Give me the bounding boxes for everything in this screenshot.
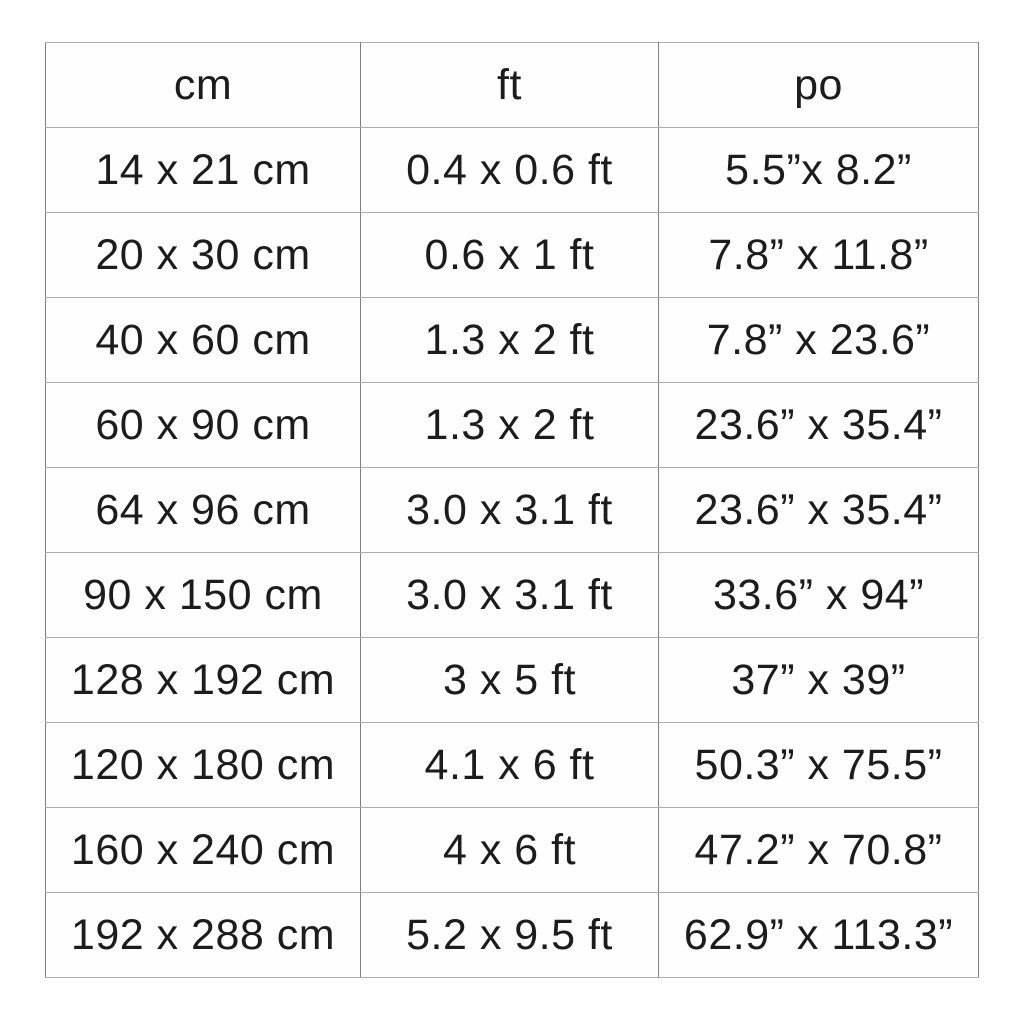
cell-ft: 3.0 x 3.1 ft [361, 468, 659, 553]
cell-ft: 1.3 x 2 ft [361, 298, 659, 383]
cell-po: 47.2” x 70.8” [659, 808, 979, 893]
size-conversion-table [45, 42, 979, 978]
table-row [46, 638, 979, 723]
cell-po: 33.6” x 94” [659, 553, 979, 638]
cell-cm: 128 x 192 cm [46, 638, 361, 723]
table-row [46, 553, 979, 638]
table-row [46, 808, 979, 893]
cell-ft: 5.2 x 9.5 ft [361, 893, 659, 978]
cell-ft: 1.3 x 2 ft [361, 383, 659, 468]
cell-cm: 14 x 21 cm [46, 128, 361, 213]
cell-po: 5.5”x 8.2” [659, 128, 979, 213]
cell-cm: 90 x 150 cm [46, 553, 361, 638]
cell-po: 23.6” x 35.4” [659, 383, 979, 468]
cell-cm: 40 x 60 cm [46, 298, 361, 383]
cell-cm: 60 x 90 cm [46, 383, 361, 468]
cell-ft: 0.6 x 1 ft [361, 213, 659, 298]
cell-cm: 120 x 180 cm [46, 723, 361, 808]
cell-po: 23.6” x 35.4” [659, 468, 979, 553]
cell-po: 7.8” x 23.6” [659, 298, 979, 383]
cell-cm: 192 x 288 cm [46, 893, 361, 978]
cell-po: 62.9” x 113.3” [659, 893, 979, 978]
table-row [46, 298, 979, 383]
cell-ft: 3 x 5 ft [361, 638, 659, 723]
column-header-ft: ft [361, 43, 659, 128]
header-row [46, 43, 979, 128]
cell-ft: 4.1 x 6 ft [361, 723, 659, 808]
column-header-po: po [659, 43, 979, 128]
cell-po: 37” x 39” [659, 638, 979, 723]
column-header-cm: cm [46, 43, 361, 128]
table-row [46, 468, 979, 553]
cell-cm: 20 x 30 cm [46, 213, 361, 298]
table-row [46, 383, 979, 468]
cell-ft: 0.4 x 0.6 ft [361, 128, 659, 213]
table-row [46, 723, 979, 808]
cell-ft: 4 x 6 ft [361, 808, 659, 893]
cell-cm: 160 x 240 cm [46, 808, 361, 893]
table-row [46, 128, 979, 213]
table-row [46, 893, 979, 978]
cell-cm: 64 x 96 cm [46, 468, 361, 553]
cell-po: 7.8” x 11.8” [659, 213, 979, 298]
table-row [46, 213, 979, 298]
cell-po: 50.3” x 75.5” [659, 723, 979, 808]
cell-ft: 3.0 x 3.1 ft [361, 553, 659, 638]
